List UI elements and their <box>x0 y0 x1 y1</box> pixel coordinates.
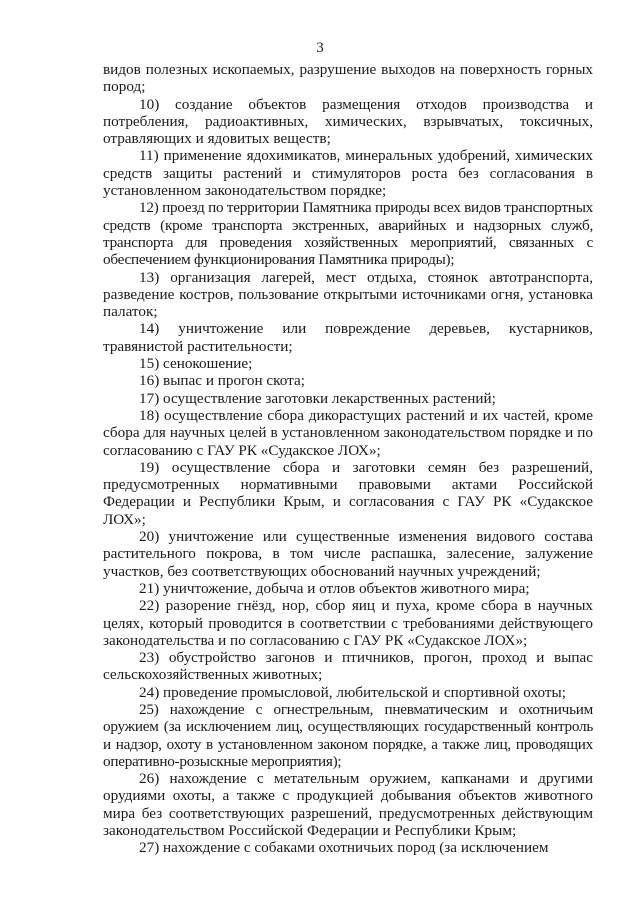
document-body <box>103 61 593 857</box>
paragraph-item-17: 17) осуществление заготовки лекарственных растений; <box>139 389 496 407</box>
paragraph-item-24: 24) проведение промысловой, любительской и спортивной охоты; <box>139 683 566 701</box>
paragraph-item-23: 23) обустройство загонов и птичников, прогон, проход и выпас сельскохозяйственных животных; <box>103 649 593 684</box>
paragraph-item-19: 19) осуществление сбора и заготовки семян без разрешений, предусмотренных нормативными правовыми актами Российской Федерации и Республики Крым, и согласования с ГАУ РК «Судакское ЛОХ»; <box>103 458 593 528</box>
paragraph-item-27: 27) нахождение с собаками охотничьих пород (за исключением <box>139 839 549 857</box>
paragraph-item-14: 14) уничтожение или повреждение деревьев, кустарников, травянистой растительности; <box>103 320 593 355</box>
page-number: 3 <box>316 40 324 56</box>
paragraph-item-22: 22) разорение гнёзд, нор, сбор яиц и пуха, кроме сбора в научных целях, который проводится в соответствии с требованиями действующего законодательства и по согласованию с ГАУ РК «Судакское ЛОХ»; <box>103 597 593 649</box>
paragraph-item-26: 26) нахождение с метательным оружием, капканами и другими орудиями охоты, а также с продукцией добывания объектов животного мира без соответствующих разрешений, предусмотренных действующим законодательством Российской Федерации и Республики Крым; <box>103 770 593 840</box>
paragraph-item-12: 12) проезд по территории Памятника природы всех видов транспортных средств (кроме транспорта экстренных, аварийных и надзорных служб, транспорта для проведения хозяйственных мероприятий, связанных с обеспечением функционирования Памятника природы); <box>103 199 593 269</box>
paragraph-item-13: 13) организация лагерей, мест отдыха, стоянок автотранспорта, разведение костров, пользование открытыми источниками огня, установка палаток; <box>103 268 593 321</box>
paragraph-item-20: 20) уничтожение или существенные изменения видового состава растительного покрова, в том числе распашка, залесение, залужение участков, без соответствующих обоснований научных учреждений; <box>103 528 593 580</box>
paragraph-item-25: 25) нахождение с огнестрельным, пневматическим и охотничьим оружием (за исключением лиц, осуществляющих государственный контроль и надзор, охоту в установленном законом порядке, а также лиц, проводящих оперативно-розыскные мероприятия); <box>103 700 593 770</box>
paragraph-item-10: 10) создание объектов размещения отходов производства и потребления, радиоактивных, химических, взрывчатых, токсичных, отравляющих и ядовитых веществ; <box>103 95 593 148</box>
paragraph-item-21: 21) уничтожение, добыча и отлов объектов животного мира; <box>139 579 530 597</box>
paragraph-item-18: 18) осуществление сбора дикорастущих растений и их частей, кроме сбора для научных целей в установленном законодательством порядке и по согласованию с ГАУ РК «Судакское ЛОХ»; <box>103 406 593 459</box>
paragraph-item-11: 11) применение ядохимикатов, минеральных удобрений, химических средств защиты растений и стимуляторов роста без согласования в установленном законодательством порядке; <box>103 147 593 200</box>
paragraph-item-16: 16) выпас и прогон скота; <box>139 372 305 390</box>
paragraph-item-15: 15) сенокошение; <box>139 355 253 373</box>
paragraph-continuation: видов полезных ископаемых, разрушение выходов на поверхность горных пород; <box>103 61 593 96</box>
